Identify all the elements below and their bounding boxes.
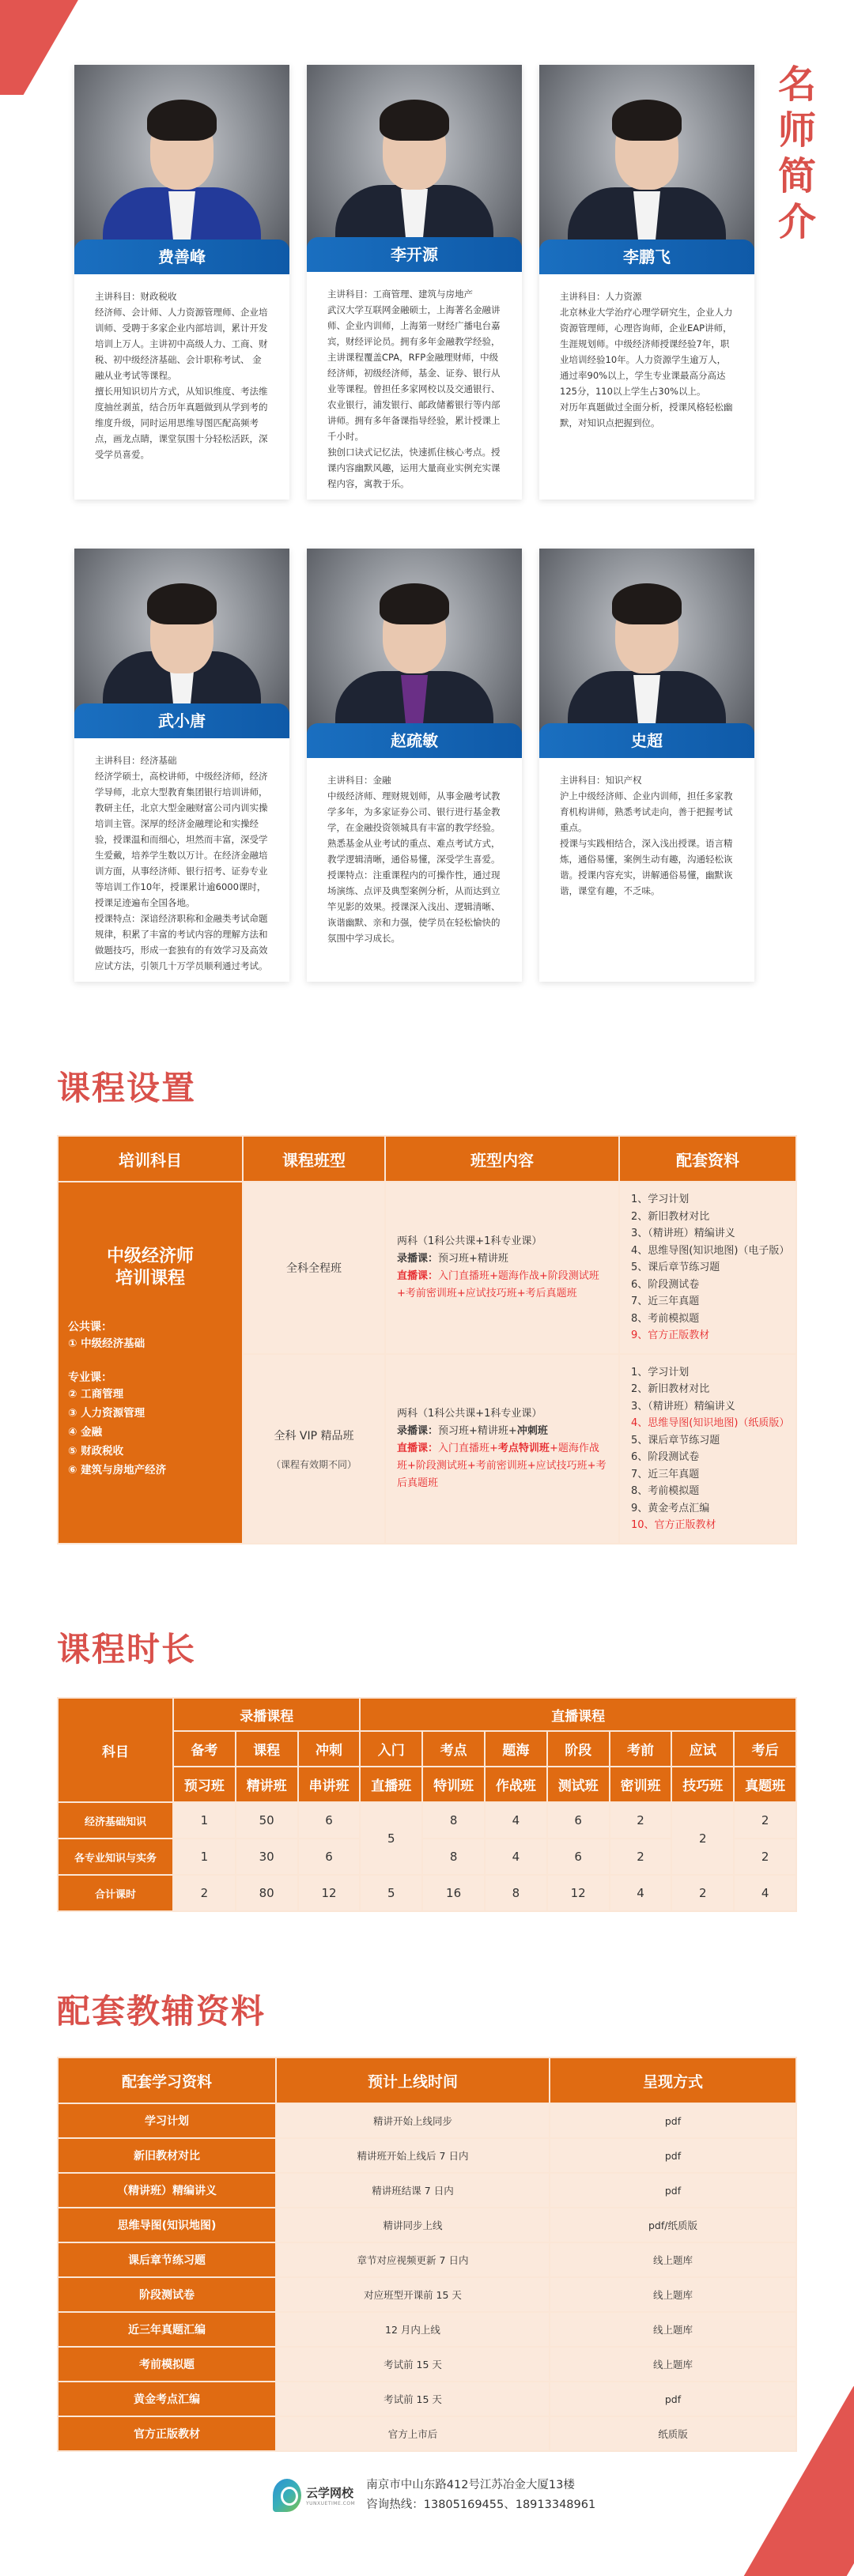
class-name-cell	[243, 1354, 385, 1544]
material-item: 5、课后章节练习题	[631, 1434, 720, 1446]
teacher-photo	[74, 549, 289, 738]
table-row	[58, 2277, 796, 2312]
logo-icon	[273, 2479, 301, 2512]
material-item: 8、考前模拟题	[631, 1485, 700, 1497]
logo-name: 云学网校	[306, 2486, 354, 2500]
table-cell: 6	[547, 1802, 610, 1839]
bio-paragraph: 授课特点：深谙经济职称和金融类考试命题规律，积累了丰富的考试内容的理解方法和做题技巧，形成一套独有的有效学习及高效应试方法，引领几十万学员顺利通过考试。	[95, 913, 268, 971]
teacher-subject: 主讲科目：工商管理、建筑与房地产	[327, 289, 473, 300]
material-name: 官方正版教材	[58, 2416, 276, 2451]
table-row	[58, 2103, 796, 2138]
material-name: 学习计划	[58, 2103, 276, 2138]
major-course-item: ③ 人力资源管理	[68, 1407, 145, 1420]
material-item: 6、阶段测试卷	[631, 1451, 700, 1463]
bio-paragraph: 独创口诀式记忆法，快速抓住核心考点。授课内容幽默风趣，运用大量商业实例充实课程内容，寓教于乐。	[327, 447, 501, 489]
table-row	[58, 2208, 796, 2242]
table-row	[58, 1802, 796, 1839]
material-item: 6、阶段测试卷	[631, 1278, 700, 1291]
column-header: 预计上线时间	[276, 2057, 550, 2103]
teacher-photo	[307, 65, 522, 272]
teacher-name: 李鹏飞	[539, 239, 754, 274]
column-header: 入门	[360, 1731, 422, 1767]
title-char: 介	[777, 200, 816, 244]
recorded-text-bold: 冲刺班	[516, 1425, 548, 1437]
program-title-line: 培训课程	[115, 1269, 185, 1288]
table-cell: 12	[298, 1875, 361, 1911]
teacher-name: 武小唐	[74, 703, 289, 738]
program-cell	[58, 1182, 243, 1544]
material-name: 阶段测试卷	[58, 2277, 276, 2312]
table-cell: 4	[610, 1875, 672, 1911]
bio-paragraph: 北京林业大学治疗心理学研究生，企业人力资源管理师，心理咨询师，企业EAP讲师，生涯规划师。中级经济师授课经验7年，职业培训经验10年。人力资源学生逾万人，通过率90%以上，学生专业课最高分高达125分，110以上学生占30%以上。	[560, 307, 733, 397]
row-header: 经济基础知识	[58, 1802, 173, 1839]
material-item: 2、新旧教材对比	[631, 1210, 710, 1223]
table-cell: 30	[236, 1839, 298, 1875]
class-note: （课程有效期不同）	[270, 1458, 357, 1470]
teacher-card	[74, 65, 289, 500]
column-header: 特训班	[422, 1767, 485, 1802]
class-content-cell	[385, 1354, 619, 1544]
material-time: 考试前 15 天	[276, 2347, 550, 2382]
material-time: 章节对应视频更新 7 日内	[276, 2242, 550, 2277]
column-header: 密训班	[610, 1767, 672, 1802]
table-row	[58, 2242, 796, 2277]
column-header: 配套学习资料	[58, 2057, 276, 2103]
major-course-item: ② 工商管理	[68, 1388, 124, 1401]
bio-paragraph: 经济师、会计师、人力资源管理师、企业培训师、受聘于多家企业内部培训，累计开发培训上万人。主讲初中高级人力、工商、财税、初中级经济基础、会计职称考试、 金融从业考试等课程。	[95, 307, 268, 381]
bio-paragraph: 对历年真题做过全面分析，授课风格轻松幽默，对知识点把握到位。	[560, 402, 733, 428]
live-text: 入门直播班+题海作战+阶段测试班+考前密训班+应试技巧班+考后真题班	[397, 1270, 599, 1299]
material-format: pdf/纸质版	[550, 2208, 796, 2242]
table-cell: 16	[422, 1875, 485, 1911]
table-header-row	[58, 1698, 796, 1731]
bio-paragraph: 武汉大学互联网金融硕士，上海著名金融讲师、企业内训师，上海第一财经广播电台嘉宾，财经评论员。拥有多年金融教学经验，主讲课程覆盖CPA，RFP金融理财师，中级经济师，初级经济师，基金、证券、银行从业等课程。曾担任多家网校以及交通银行、农业银行，浦发银行、邮政储蓄银行等内部讲师。拥有多年备课指导经验，累计授课上千小时。	[327, 304, 501, 442]
teacher-name: 史超	[539, 723, 754, 758]
table-cell: 8	[485, 1875, 547, 1911]
column-header: 配套资料	[619, 1136, 796, 1182]
table-row	[58, 2173, 796, 2208]
teacher-subject: 主讲科目：金融	[327, 775, 391, 786]
column-header: 精讲班	[236, 1767, 298, 1802]
table-row	[58, 2347, 796, 2382]
content-line: 两科（1科公共课+1科专业课）	[397, 1408, 542, 1420]
program-title	[68, 1246, 232, 1290]
material-item: 4、思维导图(知识地图)（纸质版）	[631, 1417, 790, 1429]
material-format: 线上题库	[550, 2242, 796, 2277]
class-name: 全科全程班	[286, 1262, 342, 1275]
table-row	[58, 2138, 796, 2173]
logo-subtitle: YUNXUETIME.COM	[306, 2501, 356, 2506]
material-time: 精讲同步上线	[276, 2208, 550, 2242]
live-label: 直播课：	[397, 1443, 439, 1454]
live-text: 入门直播班+	[438, 1443, 498, 1454]
public-course-item: ① 中级经济基础	[68, 1337, 145, 1350]
group-header-live: 直播课程	[360, 1698, 796, 1731]
major-course-list	[68, 1385, 232, 1480]
column-header: 直播班	[360, 1767, 422, 1802]
teacher-card	[307, 65, 522, 500]
column-header: 考点	[422, 1731, 485, 1767]
table-row	[58, 1875, 796, 1911]
column-header: 预习班	[173, 1767, 236, 1802]
table-cell: 8	[422, 1839, 485, 1875]
table-cell: 80	[236, 1875, 298, 1911]
column-header: 作战班	[485, 1767, 547, 1802]
teacher-bio	[74, 738, 289, 982]
column-header: 备考	[173, 1731, 236, 1767]
material-time: 对应班型开课前 15 天	[276, 2277, 550, 2312]
material-item: 8、考前模拟题	[631, 1312, 700, 1325]
material-name: （精讲班）精编讲义	[58, 2173, 276, 2208]
recorded-label: 录播课：	[397, 1425, 439, 1437]
table-cell-merged: 2	[671, 1802, 734, 1875]
table-cell: 8	[422, 1802, 485, 1839]
table-cell: 12	[547, 1875, 610, 1911]
course-setup-title: 课程设置	[57, 1069, 197, 1107]
material-name: 课后章节练习题	[58, 2242, 276, 2277]
bio-paragraph: 沪上中级经济师、企业内训师，担任多家教育机构讲师，熟悉考试走向，善于把握考试重点。	[560, 790, 733, 833]
table-cell: 5	[360, 1875, 422, 1911]
teacher-subject: 主讲科目：知识产权	[560, 775, 642, 786]
material-name: 思维导图(知识地图)	[58, 2208, 276, 2242]
material-name: 考前模拟题	[58, 2347, 276, 2382]
title-char: 简	[777, 154, 816, 198]
column-header: 课程	[236, 1731, 298, 1767]
table-cell: 4	[485, 1802, 547, 1839]
major-course-label: 专业课：	[68, 1371, 112, 1384]
material-item: 4、思维导图(知识地图)（电子版）	[631, 1244, 790, 1257]
material-name: 近三年真题汇编	[58, 2312, 276, 2347]
material-item: 7、近三年真题	[631, 1296, 700, 1308]
material-item: 1、学习计划	[631, 1194, 690, 1206]
material-item: 3、（精讲班）精编讲义	[631, 1228, 735, 1240]
column-header: 科目	[58, 1698, 173, 1802]
table-row	[58, 2382, 796, 2416]
bio-paragraph: 授课与实践相结合，深入浅出授课。语言精炼，通俗易懂，案例生动有趣，沟通轻松诙谐。授课内容充实，讲解通俗易懂，幽默诙谐，课堂有趣，不乏味。	[560, 838, 733, 896]
table-cell: 6	[298, 1802, 361, 1839]
footer	[273, 2476, 595, 2515]
teacher-card	[539, 65, 754, 500]
materials-section-title: 配套教辅资料	[57, 1992, 266, 2031]
course-duration-title: 课程时长	[57, 1630, 197, 1669]
material-name: 黄金考点汇编	[58, 2382, 276, 2416]
materials-cell	[619, 1354, 796, 1544]
content-line: 两科（1科公共课+1科专业课）	[397, 1235, 542, 1247]
row-header: 合计课时	[58, 1875, 173, 1911]
materials-table	[57, 2057, 797, 2452]
recorded-label: 录播课：	[397, 1253, 439, 1265]
material-format: pdf	[550, 2173, 796, 2208]
bio-paragraph: 擅长用知识切片方式，从知识维度、考法维度抽丝剥茧，结合历年真题做到从学到考的维度升级，同时运用思维导图匹配高频考点，画龙点睛，课堂氛围十分轻松活跃，深受学员喜爱。	[95, 386, 268, 460]
column-header: 课程班型	[243, 1136, 385, 1182]
teacher-subject: 主讲科目：财政税收	[95, 291, 177, 302]
column-header: 测试班	[547, 1767, 610, 1802]
teachers-section-title	[773, 62, 821, 245]
material-time: 精讲班结课 7 日内	[276, 2173, 550, 2208]
recorded-text: 预习班+精讲班	[438, 1253, 508, 1265]
material-name: 新旧教材对比	[58, 2138, 276, 2173]
title-char: 师	[777, 108, 816, 153]
table-cell: 2	[734, 1839, 796, 1875]
table-cell: 2	[173, 1875, 236, 1911]
material-item: 7、近三年真题	[631, 1468, 700, 1480]
teacher-grid-row-1	[74, 65, 754, 500]
row-header: 各专业知识与实务	[58, 1839, 173, 1875]
teacher-name: 费善峰	[74, 239, 289, 274]
contact-info	[366, 2476, 595, 2515]
title-char: 名	[777, 62, 816, 107]
column-header: 题海	[485, 1731, 547, 1767]
material-item: 1、学习计划	[631, 1366, 690, 1379]
table-row	[58, 2416, 796, 2451]
table-cell: 2	[610, 1839, 672, 1875]
material-format: 线上题库	[550, 2347, 796, 2382]
material-item: 10、官方正版教材	[631, 1519, 716, 1531]
table-cell: 2	[610, 1802, 672, 1839]
table-cell: 6	[547, 1839, 610, 1875]
column-header: 阶段	[547, 1731, 610, 1767]
bio-paragraph: 经济学硕士，高校讲师，中级经济师，经济学导师，北京大型教育集团银行培训讲师，教研主任，北京大型金融财富公司内训实操培训主管。深厚的经济金融理论和实操经验，授课温和而细心，坦然而丰富，深受学生爱戴，培养学生数以万计。在经济金融培训方面，从事经济师、银行招考、证券专业等培训工作10年，授课累计逾6000课时，授课足迹遍布全国各地。	[95, 771, 268, 908]
column-header: 考前	[610, 1731, 672, 1767]
material-time: 考试前 15 天	[276, 2382, 550, 2416]
major-course-item: ⑤ 财政税收	[68, 1445, 124, 1458]
class-content-cell	[385, 1182, 619, 1354]
column-header: 冲刺	[298, 1731, 361, 1767]
teacher-bio	[307, 758, 522, 954]
material-format: pdf	[550, 2138, 796, 2173]
live-label: 直播课：	[397, 1270, 439, 1282]
table-cell: 1	[173, 1802, 236, 1839]
teacher-subject: 主讲科目：经济基础	[95, 755, 177, 766]
program-title-line: 中级经济师	[106, 1247, 194, 1266]
teacher-name: 李开源	[307, 237, 522, 272]
material-format: 线上题库	[550, 2312, 796, 2347]
material-time: 精讲班开始上线后 7 日内	[276, 2138, 550, 2173]
teacher-bio	[539, 274, 754, 439]
hotline: 咨询热线：13805169455、18913348961	[366, 2499, 596, 2511]
teacher-bio	[74, 274, 289, 470]
live-text-bold: 考点特训班	[497, 1443, 550, 1454]
teacher-card	[539, 549, 754, 982]
teacher-name: 赵疏敏	[307, 723, 522, 758]
bio-paragraph: 授课特点：注重课程内的可操作性，通过现场演练、点评及典型案例分析，从而达到立竿见影的效果。授课深入浅出、逻辑清晰、诙谐幽默、亲和力强，使学员在轻松愉快的氛围中学习成长。	[327, 869, 501, 944]
column-header: 培训科目	[58, 1136, 243, 1182]
address: 南京市中山东路412号江苏冶金大厦13楼	[366, 2479, 575, 2491]
column-header: 真题班	[734, 1767, 796, 1802]
material-format: 线上题库	[550, 2277, 796, 2312]
group-header-recorded: 录播课程	[173, 1698, 360, 1731]
teacher-photo	[307, 549, 522, 758]
column-header: 班型内容	[385, 1136, 619, 1182]
table-cell: 2	[671, 1875, 734, 1911]
material-time: 官方上市后	[276, 2416, 550, 2451]
table-cell: 4	[734, 1875, 796, 1911]
material-item: 5、课后章节练习题	[631, 1262, 720, 1274]
column-header: 技巧班	[671, 1767, 734, 1802]
teacher-bio	[307, 272, 522, 500]
bio-paragraph: 中级经济师、理财规划师，从事金融考试教学多年，为多家证券公司、银行进行基金教学，在金融投资领城具有丰富的教学经验。熟悉基金从业考试的重点、难点考试方式，教学逻辑清晰，通俗易懂，深受学生喜爱。	[327, 790, 501, 865]
live-text: +题海作战班+阶段测试班+考前密训班+应试技巧班+考后真题班	[397, 1443, 606, 1489]
major-course-item: ⑥ 建筑与房地产经济	[68, 1464, 167, 1477]
table-cell: 50	[236, 1802, 298, 1839]
teacher-card	[74, 549, 289, 982]
material-format: pdf	[550, 2382, 796, 2416]
material-format: 纸质版	[550, 2416, 796, 2451]
teacher-bio	[539, 758, 754, 907]
class-name: 全科 VIP 精品班	[274, 1429, 354, 1443]
table-cell: 1	[173, 1839, 236, 1875]
teacher-grid-row-2	[74, 549, 754, 982]
teacher-card	[307, 549, 522, 982]
table-row	[58, 2312, 796, 2347]
teacher-photo	[74, 65, 289, 274]
material-time: 精讲开始上线同步	[276, 2103, 550, 2138]
teacher-photo	[539, 549, 754, 758]
course-setup-table	[57, 1135, 797, 1544]
column-header: 呈现方式	[550, 2057, 796, 2103]
material-format: pdf	[550, 2103, 796, 2138]
table-header-row	[58, 1136, 796, 1182]
table-cell: 4	[485, 1839, 547, 1875]
teacher-photo	[539, 65, 754, 274]
table-cell-merged: 5	[360, 1802, 422, 1875]
table-row	[58, 1182, 796, 1354]
materials-cell	[619, 1182, 796, 1354]
column-header: 考后	[734, 1731, 796, 1767]
table-header-row	[58, 2057, 796, 2103]
material-item: 3、（精讲班）精编讲义	[631, 1400, 735, 1412]
material-item: 9、黄金考点汇编	[631, 1502, 710, 1514]
column-header: 串讲班	[298, 1767, 361, 1802]
public-course-label: 公共课：	[68, 1321, 112, 1333]
table-cell: 2	[734, 1802, 796, 1839]
material-time: 12 月内上线	[276, 2312, 550, 2347]
material-item: 2、新旧教材对比	[631, 1383, 710, 1395]
material-item: 9、官方正版教材	[631, 1329, 710, 1342]
recorded-text: 预习班+精讲班+	[438, 1425, 517, 1437]
brand-logo	[273, 2479, 355, 2512]
table-cell: 6	[298, 1839, 361, 1875]
major-course-item: ④ 金融	[68, 1426, 103, 1439]
teacher-subject: 主讲科目：人力资源	[560, 291, 642, 302]
column-header: 应试	[671, 1731, 734, 1767]
class-name-cell	[243, 1182, 385, 1354]
course-duration-table	[57, 1697, 797, 1912]
